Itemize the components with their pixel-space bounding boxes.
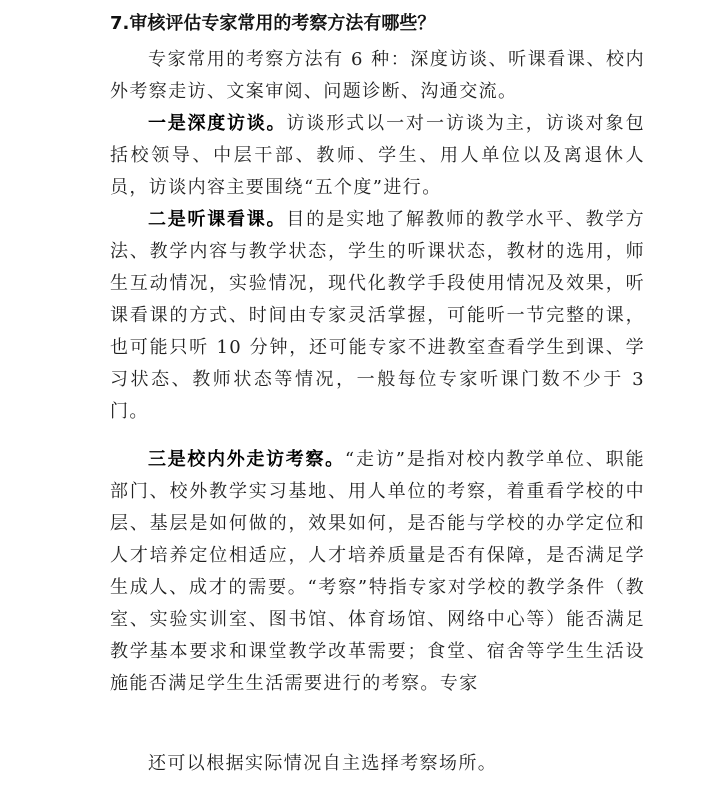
section-text-lecture: 目的是实地了解教师的教学水平、教学方法、教学内容与教学状态，学生的听课状态，教材的选用，师生互动情况，实验情况，现代化教学手段使用情况及效果，听课看课的方式、时间由专家灵活掌握，可能听一节完整的课，也可能只听 10 分钟，还可能专家不进教室查看学生到课、学习状态、教师状态等情况，一般每位专家听课门数不少于 3 门。	[110, 209, 645, 422]
question-title: 7.审核评估专家常用的考察方法有哪些？	[110, 13, 436, 34]
section-paragraph-interview	[110, 108, 645, 204]
section-text-visit: “走访”是指对校内教学单位、职能部门、校外教学实习基地、用人单位的考察，着重看学校的中层、基层是如何做的，效果如何，是否能与学校的办学定位和人才培养定位相适应，人才培养质量是否有保障，是否满足学生成人、成才的需要。“考察”特指专家对学校的教学条件（教室、实验实训室、图书馆、体育场馆、网络中心等）能否满足教学基本要求和课堂教学改革需要；食堂、宿舍等学生生活设施能否满足学生生活需要进行的考察。专家	[110, 449, 645, 694]
section-lead-visit: 三是校内外走访考察。	[148, 449, 345, 470]
section-lead-interview: 一是深度访谈。	[148, 113, 287, 134]
closing-paragraph: 还可以根据实际情况自主选择考察场所。	[148, 753, 498, 774]
intro-paragraph: 专家常用的考察方法有 6 种：深度访谈、听课看课、校内外考察走访、文案审阅、问题诊断、沟通交流。	[110, 49, 645, 102]
section-paragraph-lecture	[110, 204, 645, 428]
section-text-interview: 访谈形式以一对一访谈为主，访谈对象包括校领导、中层干部、教师、学生、用人单位以及离退休人员，访谈内容主要围绕“五个度”进行。	[110, 113, 645, 198]
section-lead-lecture: 二是听课看课。	[148, 209, 287, 230]
section-paragraph-visit	[110, 444, 645, 700]
